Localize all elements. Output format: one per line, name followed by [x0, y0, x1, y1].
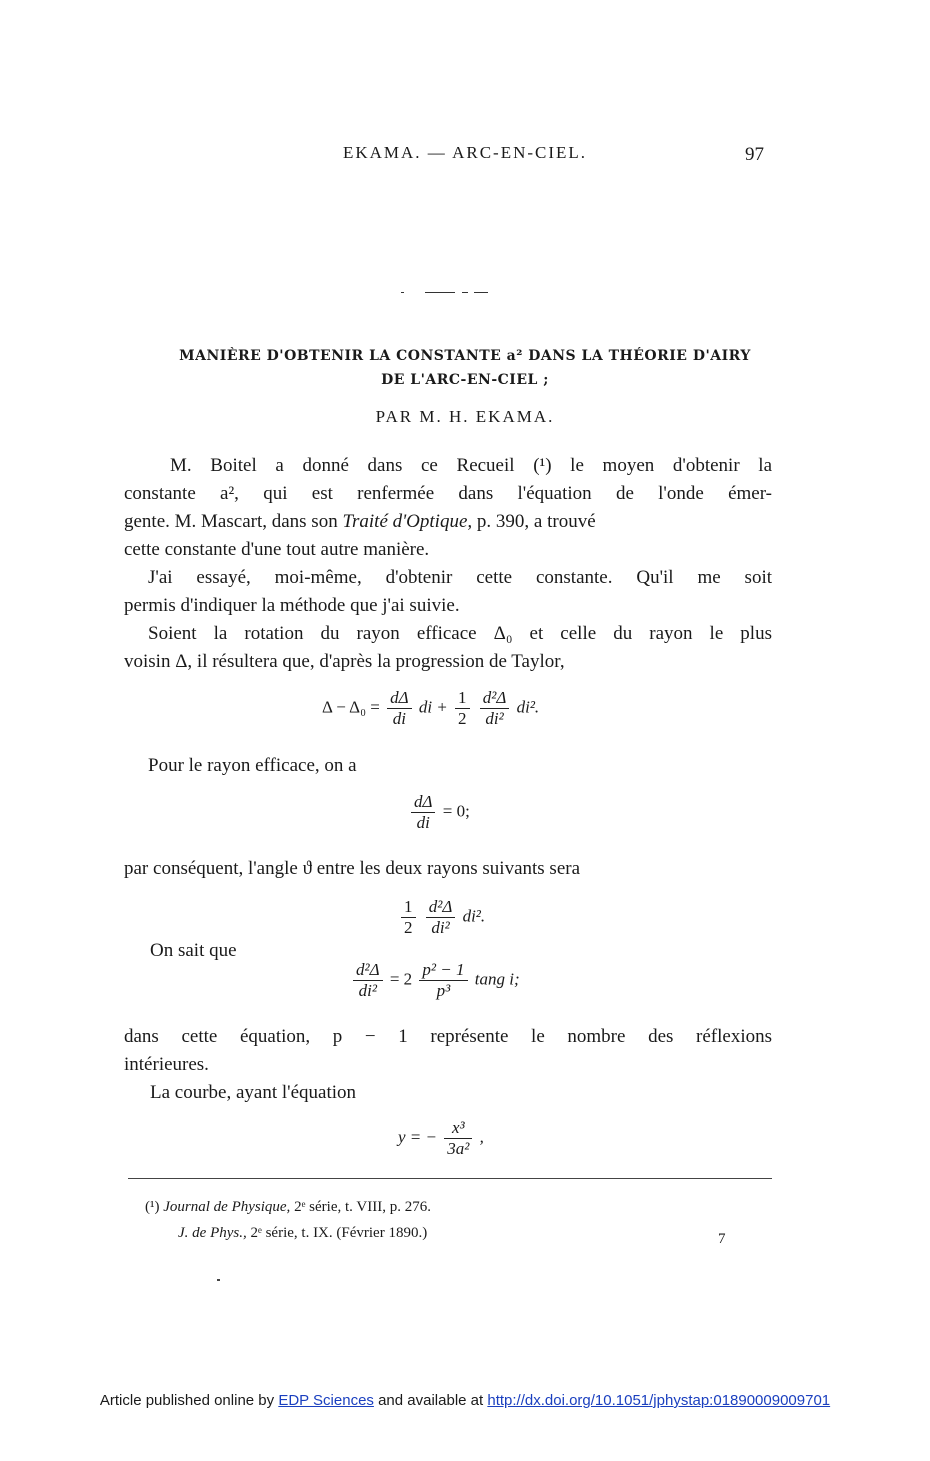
body-line: par conséquent, l'angle ϑ entre les deux rayons suivants sera: [124, 858, 581, 879]
signature-mark: 7: [718, 1231, 726, 1247]
publication-footer: [0, 1392, 930, 1409]
ink-speck: [217, 1279, 220, 1281]
fraction: [401, 897, 416, 938]
body-text: p. 390, a trouvé: [472, 511, 596, 532]
footnote-2: [178, 1225, 427, 1242]
separator-dash: [474, 292, 488, 293]
fraction: [426, 897, 456, 938]
footer-prefix: Article published online by: [99, 1392, 275, 1409]
fraction: [455, 688, 470, 729]
fraction-denominator: di²: [431, 918, 450, 937]
equation-angle: [398, 897, 485, 938]
fraction-numerator: dΔ: [411, 792, 435, 813]
equation-taylor: [322, 688, 539, 729]
fraction: [419, 960, 467, 1001]
body-line: J'ai essayé, moi-même, d'obtenir cette constante. Qu'il me soit: [148, 567, 772, 588]
doi-link[interactable]: http://dx.doi.org/10.1051/jphystap:01890009009701: [487, 1392, 831, 1409]
fraction-denominator: 2: [404, 918, 413, 937]
eq-lhs: Δ − Δ₀ =: [322, 697, 380, 717]
eq-term: ,: [479, 1127, 484, 1147]
eq-term: di +: [418, 697, 448, 717]
fraction-denominator: di: [416, 813, 430, 832]
eq-lhs: y = −: [398, 1127, 437, 1147]
fraction-denominator: 2: [458, 709, 467, 728]
fraction-denominator: p³: [436, 981, 451, 1000]
equation-curve: [398, 1118, 484, 1159]
fraction-numerator: d²Δ: [426, 897, 456, 918]
body-line: Pour le rayon efficace, on a: [148, 755, 357, 776]
fraction-numerator: d²Δ: [480, 688, 510, 709]
body-line: cette constante d'une tout autre manière.: [124, 539, 430, 560]
page-number: 97: [745, 144, 764, 165]
body-line: intérieures.: [124, 1054, 209, 1075]
eq-term: tang i;: [474, 969, 520, 989]
fraction-numerator: x³: [444, 1118, 472, 1139]
separator-dot: [401, 292, 404, 293]
fraction-denominator: 3a²: [447, 1139, 470, 1158]
fraction-denominator: di: [392, 709, 406, 728]
body-line: constante a², qui est renfermée dans l'équation de l'onde émer-: [124, 483, 772, 504]
body-line: La courbe, ayant l'équation: [150, 1082, 357, 1103]
body-line: permis d'indiquer la méthode que j'ai suivie.: [124, 595, 460, 616]
book-title: Traité d'Optique,: [342, 511, 473, 532]
body-line: Soient la rotation du rayon efficace Δ₀ et celle du rayon le plus: [148, 623, 772, 644]
fraction-numerator: 1: [455, 688, 470, 709]
author-line: PAR M. H. EKAMA.: [375, 407, 555, 426]
body-line: [124, 511, 772, 533]
fraction-numerator: 1: [401, 897, 416, 918]
fraction: [353, 960, 383, 1001]
body-line: On sait que: [150, 940, 237, 961]
fraction-numerator: d²Δ: [353, 960, 383, 981]
footnote-1: [145, 1199, 431, 1216]
footnote-text: 2ᵉ série, t. IX. (Février 1890.): [250, 1225, 428, 1241]
footnote-mark: (¹): [145, 1199, 160, 1215]
fraction-numerator: dΔ: [387, 688, 411, 709]
fraction: [387, 688, 411, 729]
body-text: gente. M. Mascart, dans son: [124, 511, 343, 532]
equation-derivative-zero: [408, 792, 470, 833]
eq-term: = 2: [389, 969, 413, 989]
eq-term: = 0;: [442, 801, 470, 821]
footnote-journal: J. de Phys.,: [178, 1225, 247, 1241]
body-line: dans cette équation, p − 1 représente le nombre des réflexions: [124, 1026, 772, 1047]
eq-term: di².: [462, 906, 486, 926]
fraction-numerator: p² − 1: [419, 960, 467, 981]
fraction-denominator: di²: [485, 709, 504, 728]
fraction: [480, 688, 510, 729]
body-line: M. Boitel a donné dans ce Recueil (¹) le moyen d'obtenir la: [170, 455, 772, 476]
body-line: voisin Δ, il résultera que, d'après la progression de Taylor,: [124, 651, 565, 672]
fraction: [444, 1118, 472, 1159]
footer-middle: and available at: [378, 1392, 484, 1409]
footnote-text: 2ᵉ série, t. VIII, p. 276.: [294, 1199, 431, 1215]
publisher-link[interactable]: EDP Sciences: [278, 1392, 374, 1409]
separator-dash: [462, 292, 468, 293]
footnote-journal: Journal de Physique,: [163, 1199, 291, 1215]
separator-dash: [425, 292, 455, 293]
footnote-rule: [128, 1178, 772, 1179]
eq-term: di².: [516, 697, 540, 717]
running-title: EKAMA. — ARC-EN-CIEL.: [342, 143, 588, 162]
equation-second-derivative: [350, 960, 520, 1001]
article-title-line-2: DE L'ARC-EN-CIEL ;: [381, 372, 549, 388]
fraction-denominator: di²: [358, 981, 377, 1000]
fraction: [411, 792, 435, 833]
article-title-line-1: MANIÈRE D'OBTENIR LA CONSTANTE a² DANS LA THÉORIE D'AIRY: [179, 348, 751, 364]
